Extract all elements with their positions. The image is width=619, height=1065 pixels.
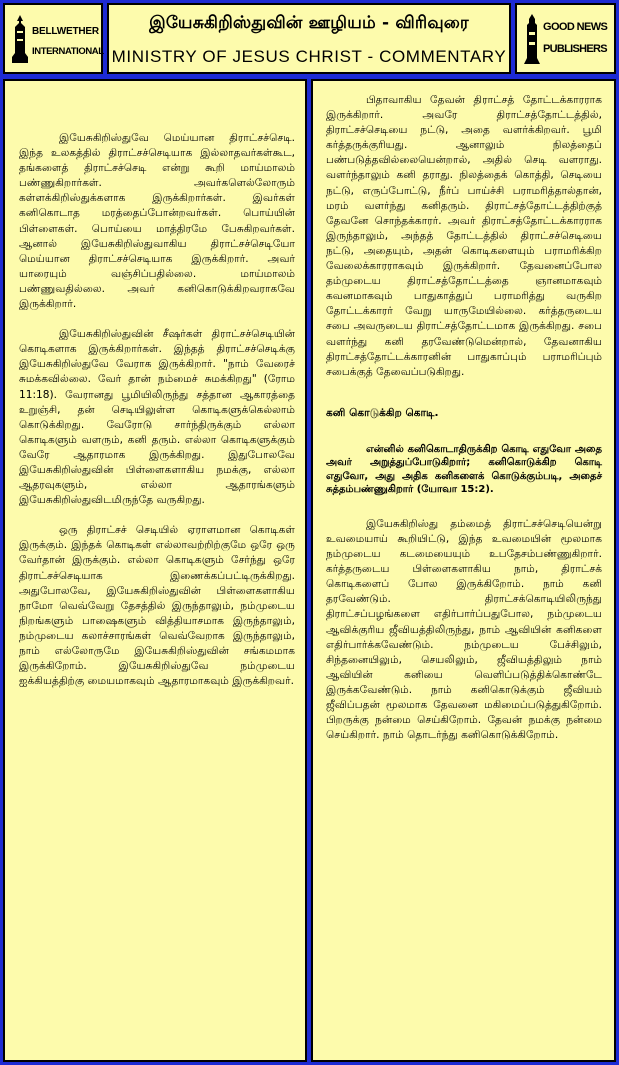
section-heading: கனி கொடுக்கிற கொடி. <box>326 406 439 419</box>
left-column <box>3 79 307 1062</box>
left-paragraph-1: இயேசுகிறிஸ்துவே மெய்யான திராட்சச்செடி. இந்த உலகத்தில் திராட்சச்செடியாக இல்லாதவர்கள்கூட, தங்களைத் திராட்சச்செடி என்று கூறி மாய்மாலம் பண்ணுகிறார்கள். அவர்களெல்லோரும் கள்ளக்கிறிஸ்துக்களாக இருக்கிறார்கள். இவர்கள் கனிகொடாத மரத்தைப்போன்றவர்கள். பொய்யின் பிள்ளைகள். பொய்யை மாத்திரமே பேசுகிறவர்கள். ஆனால் இயேசுகிறிஸ்துவாகிய திராட்சச்செடியோ மெய்யான திராட்சச்செடியாக இருக்கிறார். அவர் யாரையும் வஞ்சிப்பதில்லை. மாய்மாலம் பண்ணுவதில்லை. அவர் கனிகொடுக்கிறவராகவே இருக்கிறார். <box>19 132 295 311</box>
bellwether-logo-line1: BELLWETHER <box>32 26 99 37</box>
left-paragraph-2: இயேசுகிறிஸ்துவின் சீஷர்கள் திராட்சச்செடியின் கொடிகளாக இருக்கிறார்கள். இந்தத் திராட்சச்செடிக்கு இயேசுகிறிஸ்துவே வேராக இருக்கிறார். "நாம் வேரைச் சுமக்கவில்லை. வேர் தான் நம்மைச் சுமக்கிறது" (ரோம 11:18). வேரானது பூமியிலிருந்து சத்தான ஆகாரத்தை உறுஞ்சி, தன் செடியிலுள்ள கொடிகளுக்கெல்லாம் கொடுக்கிறது. வேரோடு சார்ந்திருக்கும் எல்லா கொடிகளும் வளரும், கனி தரும். எல்லா கொடிகளுக்கும் வேரே ஆதாரமாக இருக்கிறது. இதுபோலவே இயேசுகிறிஸ்துவின் பிள்ளைகளாகிய நமக்கு, எல்லா ஆதரவுகளும், எல்லா ஆதாரங்களும் இயேசுகிறிஸ்துவிடமிருந்தே வருகிறது. <box>19 328 295 507</box>
header-title-box <box>107 3 511 74</box>
good-news-logo-line1: GOOD NEWS <box>543 21 608 33</box>
left-paragraph-3: ஒரு திராட்சச் செடியில் ஏராளமான கொடிகள் இருக்கும். இந்தக் கொடிகள் எல்லாவற்றிற்குமே ஒரே ஒரு வேர்தான் இருக்கும். எல்லா கொடிகளும் சேர்ந்து ஒரே திராட்சச்செடியாக இணைக்கப்பட்டிருக்கிறது. அதுபோலவே, இயேசுகிறிஸ்துவின் பிள்ளைகளாகிய நாமோ வெவ்வேறு தேசத்தில் இருந்தாலும், நம்முடைய நிறங்களும் பாஷைகளும் வித்தியாசமாக இருந்தாலும், நம்முடைய கலாச்சாரங்கள் வெவ்வேறாக இருந்தாலும், நாம் எல்லோருமே இயேசுகிறிஸ்துவின் சங்கமமாக இருக்கிறோம். இயேசுகிறிஸ்துவே நம்முடைய ஐக்கியத்திற்கு மையமாகவும் ஆதாரமாகவும் இருக்கிறவர். <box>19 524 295 688</box>
lighthouse-icon <box>523 12 541 66</box>
right-column-body <box>326 93 602 743</box>
scripture-verse: என்னில் கனிகொடாதிருக்கிற கொடி எதுவோ அதை அவர் அறுத்துப்போடுகிறார்; கனிகொடுக்கிற கொடி எதுவோ, அது அதிக கனிகளைக் கொடுக்கும்படி, அதைச் சுத்தம்பண்ணுகிறார் (யோவா 15:2). <box>326 443 602 496</box>
page-title-english: MINISTRY OF JESUS CHRIST - COMMENTARY <box>111 47 507 66</box>
lamp-icon <box>10 13 30 65</box>
right-paragraph-1: பிதாவாகிய தேவன் திராட்சத் தோட்டக்காரராக இருக்கிறார். அவரே திராட்சத்தோட்டத்தில், திராட்சச்செடியை நட்டு, அதை வளர்க்கிறவர். பூமி கர்த்தருக்குரியது. ஆனாலும் நிலத்தைப் பண்படுத்தவில்லையென்றால், அதில் செடி வளராது. வளர்ந்தாலும் கனி தராது. நிலத்தைக் கொத்தி, செடியை நட்டு, எருப்போட்டு, நீர்ப் பாய்ச்சி பராமரித்தால்தான், மரம் வளர்ந்து கனிதரும். திராட்சத்தோட்டத்திற்குத் தேவனே சொந்தக்காரர். அவர் திராட்சத்தோட்டக்காரராக இருந்தாலும், அந்தத் தோட்டத்தில் திராட்சச்செடியை நட்டு, அதையும், அதன் கொடிகளையும் பராமரிக்கிற வேலைக்காரராகவும் இருக்கிறார். தேவனைப்போல தம்முடைய திராட்சத்தோட்டத்தை ஞானமாகவும் கவனமாகவும் பாதுகாத்துப் பராமரித்து வருகிற தோட்டக்காரர் வேறு யாருமேயில்லை. கர்த்தருடைய சபை அவருடைய திராட்சத்தோட்டமாக இருக்கிறது. சபை வளர்ந்து கனி தரவேண்டுமென்றால், தேவனாகிய திராட்சத்தோட்டக்காரனின் பாதுகாப்பும் பராமரிப்பும் சபைக்குத் தேவைப்படுகிறது. <box>326 94 602 378</box>
bellwether-logo <box>3 3 103 74</box>
bellwether-logo-line2: INTERNATIONAL <box>32 46 104 57</box>
good-news-publishers-logo <box>515 3 616 74</box>
left-column-body <box>19 131 295 689</box>
good-news-logo-line2: PUBLISHERS <box>543 43 607 55</box>
right-paragraph-2: இயேசுகிறிஸ்து தம்மைத் திராட்சச்செடியென்று உவமையாய் கூறியிட்டு, இந்த உவமையின் மூலமாக நம்முடைய கடமையையும் உபதேசம்பண்ணுகிறார். கர்த்தருடைய பிள்ளைகளாகிய நாம், திராட்சக் கொடிகளைப் போல இருக்கிறோம். நாம் கனி தரவேண்டும். திராட்சக்கொடியிலிருந்து திராட்சப்பழங்களை எதிர்பார்ப்பதுபோல, நம்முடைய ஆவிக்குரிய ஜீவியத்திலிருந்து, நாம் ஆவியின் கனிகளை எதிர்பார்க்கவேண்டும். நம்முடைய பேச்சிலும், சிந்தனையிலும், செயலிலும், ஜீவியத்திலும் நாம் ஆவியின் கனியை வெளிப்படுத்திக்கொண்டே இருக்கவேண்டும். நாம் கனிகொடுக்கும் ஜீவியம் ஜீவிப்பதன் மூலமாக தேவனை மகிமைப்படுத்துகிறோம். பிறருக்கு நன்மை செய்கிறோம். தேவன் நமக்கு நன்மை செய்கிறார். நாம் தொடர்ந்து கனிகொடுக்கிறோம். <box>326 517 602 742</box>
page-title-tamil: இயேசுகிறிஸ்துவின் ஊழியம் - விரிவுரை <box>149 13 469 33</box>
right-column <box>311 79 616 1062</box>
